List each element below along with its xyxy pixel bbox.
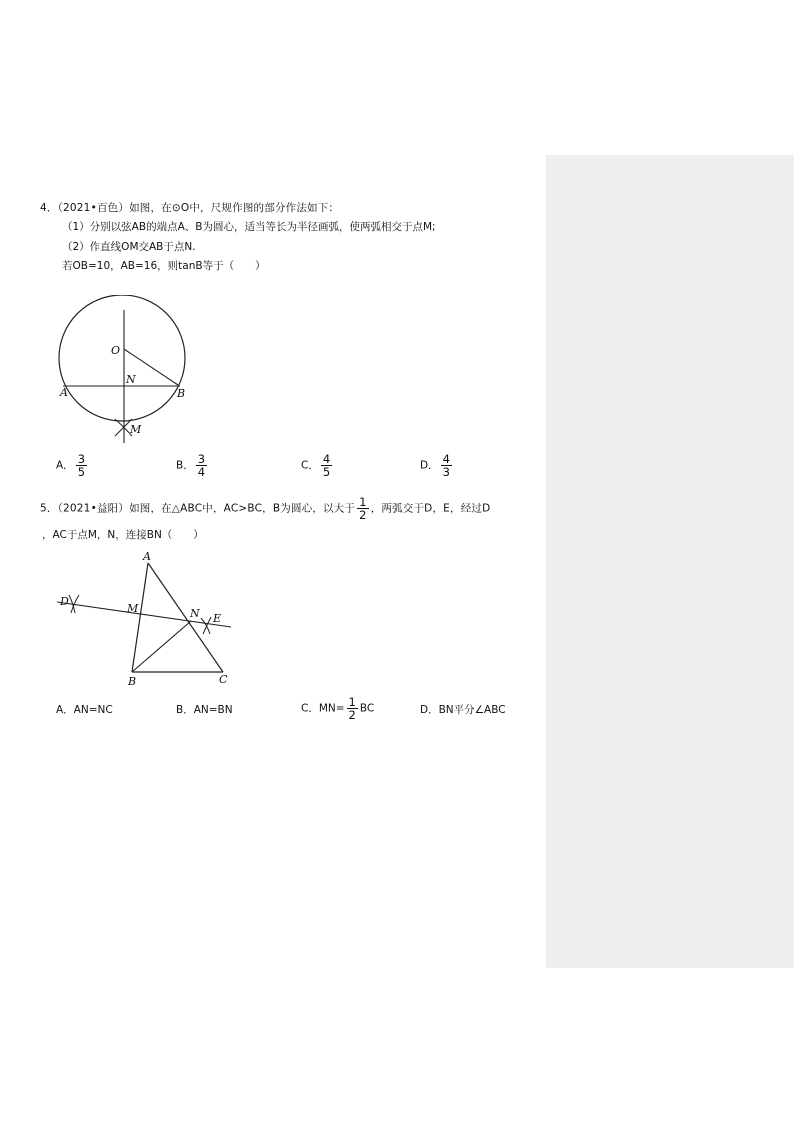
q4-number: 4．: [40, 202, 58, 214]
q4-label-a: A: [60, 386, 68, 399]
q4-header: [40, 200, 339, 215]
q5-side-ab: [132, 563, 148, 672]
q5-source: （2021•益阳）: [57, 502, 130, 515]
q4-label-b: B: [177, 387, 186, 400]
q4-option-c-fraction: $\frac{4}{5}$: [322, 452, 331, 480]
q5-option-b[interactable]: B．AN=BN: [176, 704, 233, 716]
q5-stem-line2: ，AC于点M，N，连接BN（ ）: [42, 529, 204, 541]
q4-condition: 若OB=10，AB=16，则tanB等于（ ）: [62, 260, 266, 272]
q5-label-a: A: [143, 550, 151, 563]
q4-option-c[interactable]: C． $\frac{4}{5}$: [301, 452, 331, 480]
q5-label-d: D: [60, 595, 69, 608]
q5-option-a[interactable]: A．AN=NC: [56, 704, 113, 716]
q5-segment-bn: [132, 621, 191, 672]
q5-label-b: B: [128, 675, 137, 688]
q5-arc-e1: [201, 618, 210, 634]
q5-header: [40, 496, 490, 521]
q4-step1: （1）分别以弦AB的端点A、B为圆心，适当等长为半径画弧，使两弧相交于点M;: [62, 221, 436, 233]
q5-figure: [55, 545, 240, 690]
q4-option-d[interactable]: D． $\frac{4}{3}$: [420, 452, 450, 480]
q4-option-b[interactable]: B． $\frac{3}{4}$: [176, 452, 206, 480]
q5-label-n: N: [190, 607, 200, 620]
q5-label-e: E: [213, 612, 222, 625]
q5-stem-part1: 如图，在△ABC中，AC>BC，B为圆心，以大于: [129, 502, 356, 515]
q5-arc-e2: [203, 617, 211, 634]
q5-label-c: C: [219, 673, 228, 686]
q4-circle: [59, 295, 185, 421]
q5-option-d[interactable]: D．BN平分∠ABC: [420, 704, 506, 716]
q4-option-a-fraction: $\frac{3}{5}$: [77, 452, 86, 480]
q4-option-d-fraction: $\frac{4}{3}$: [442, 452, 450, 480]
q4-option-a[interactable]: A． $\frac{3}{5}$: [56, 452, 86, 480]
q4-stem: 如图，在⊙O中，尺规作图的部分作法如下：: [129, 202, 340, 214]
q5-side-ac: [148, 563, 223, 672]
q5-option-c-fraction: $\frac{1}{2}$: [348, 695, 356, 723]
side-panel: [546, 155, 794, 968]
q4-source: （2021•百色）: [57, 202, 130, 214]
q4-label-n: N: [126, 373, 136, 386]
q5-option-c[interactable]: C．MN= $\frac{1}{2}$ BC: [301, 695, 375, 723]
q4-label-o: O: [111, 344, 121, 357]
q4-label-m: M: [130, 423, 142, 436]
q4-figure: [52, 295, 202, 445]
q5-stem-fraction: $\frac{1}{2}$: [359, 495, 367, 523]
q5-stem-part2: ，两弧交于D，E，经过D: [370, 502, 491, 515]
q5-number: 5．: [40, 502, 58, 515]
q5-label-m: M: [127, 602, 139, 615]
q4-option-b-fraction: $\frac{3}{4}$: [197, 452, 206, 480]
q4-step2: （2）作直线OM交AB于点N.: [62, 241, 196, 253]
